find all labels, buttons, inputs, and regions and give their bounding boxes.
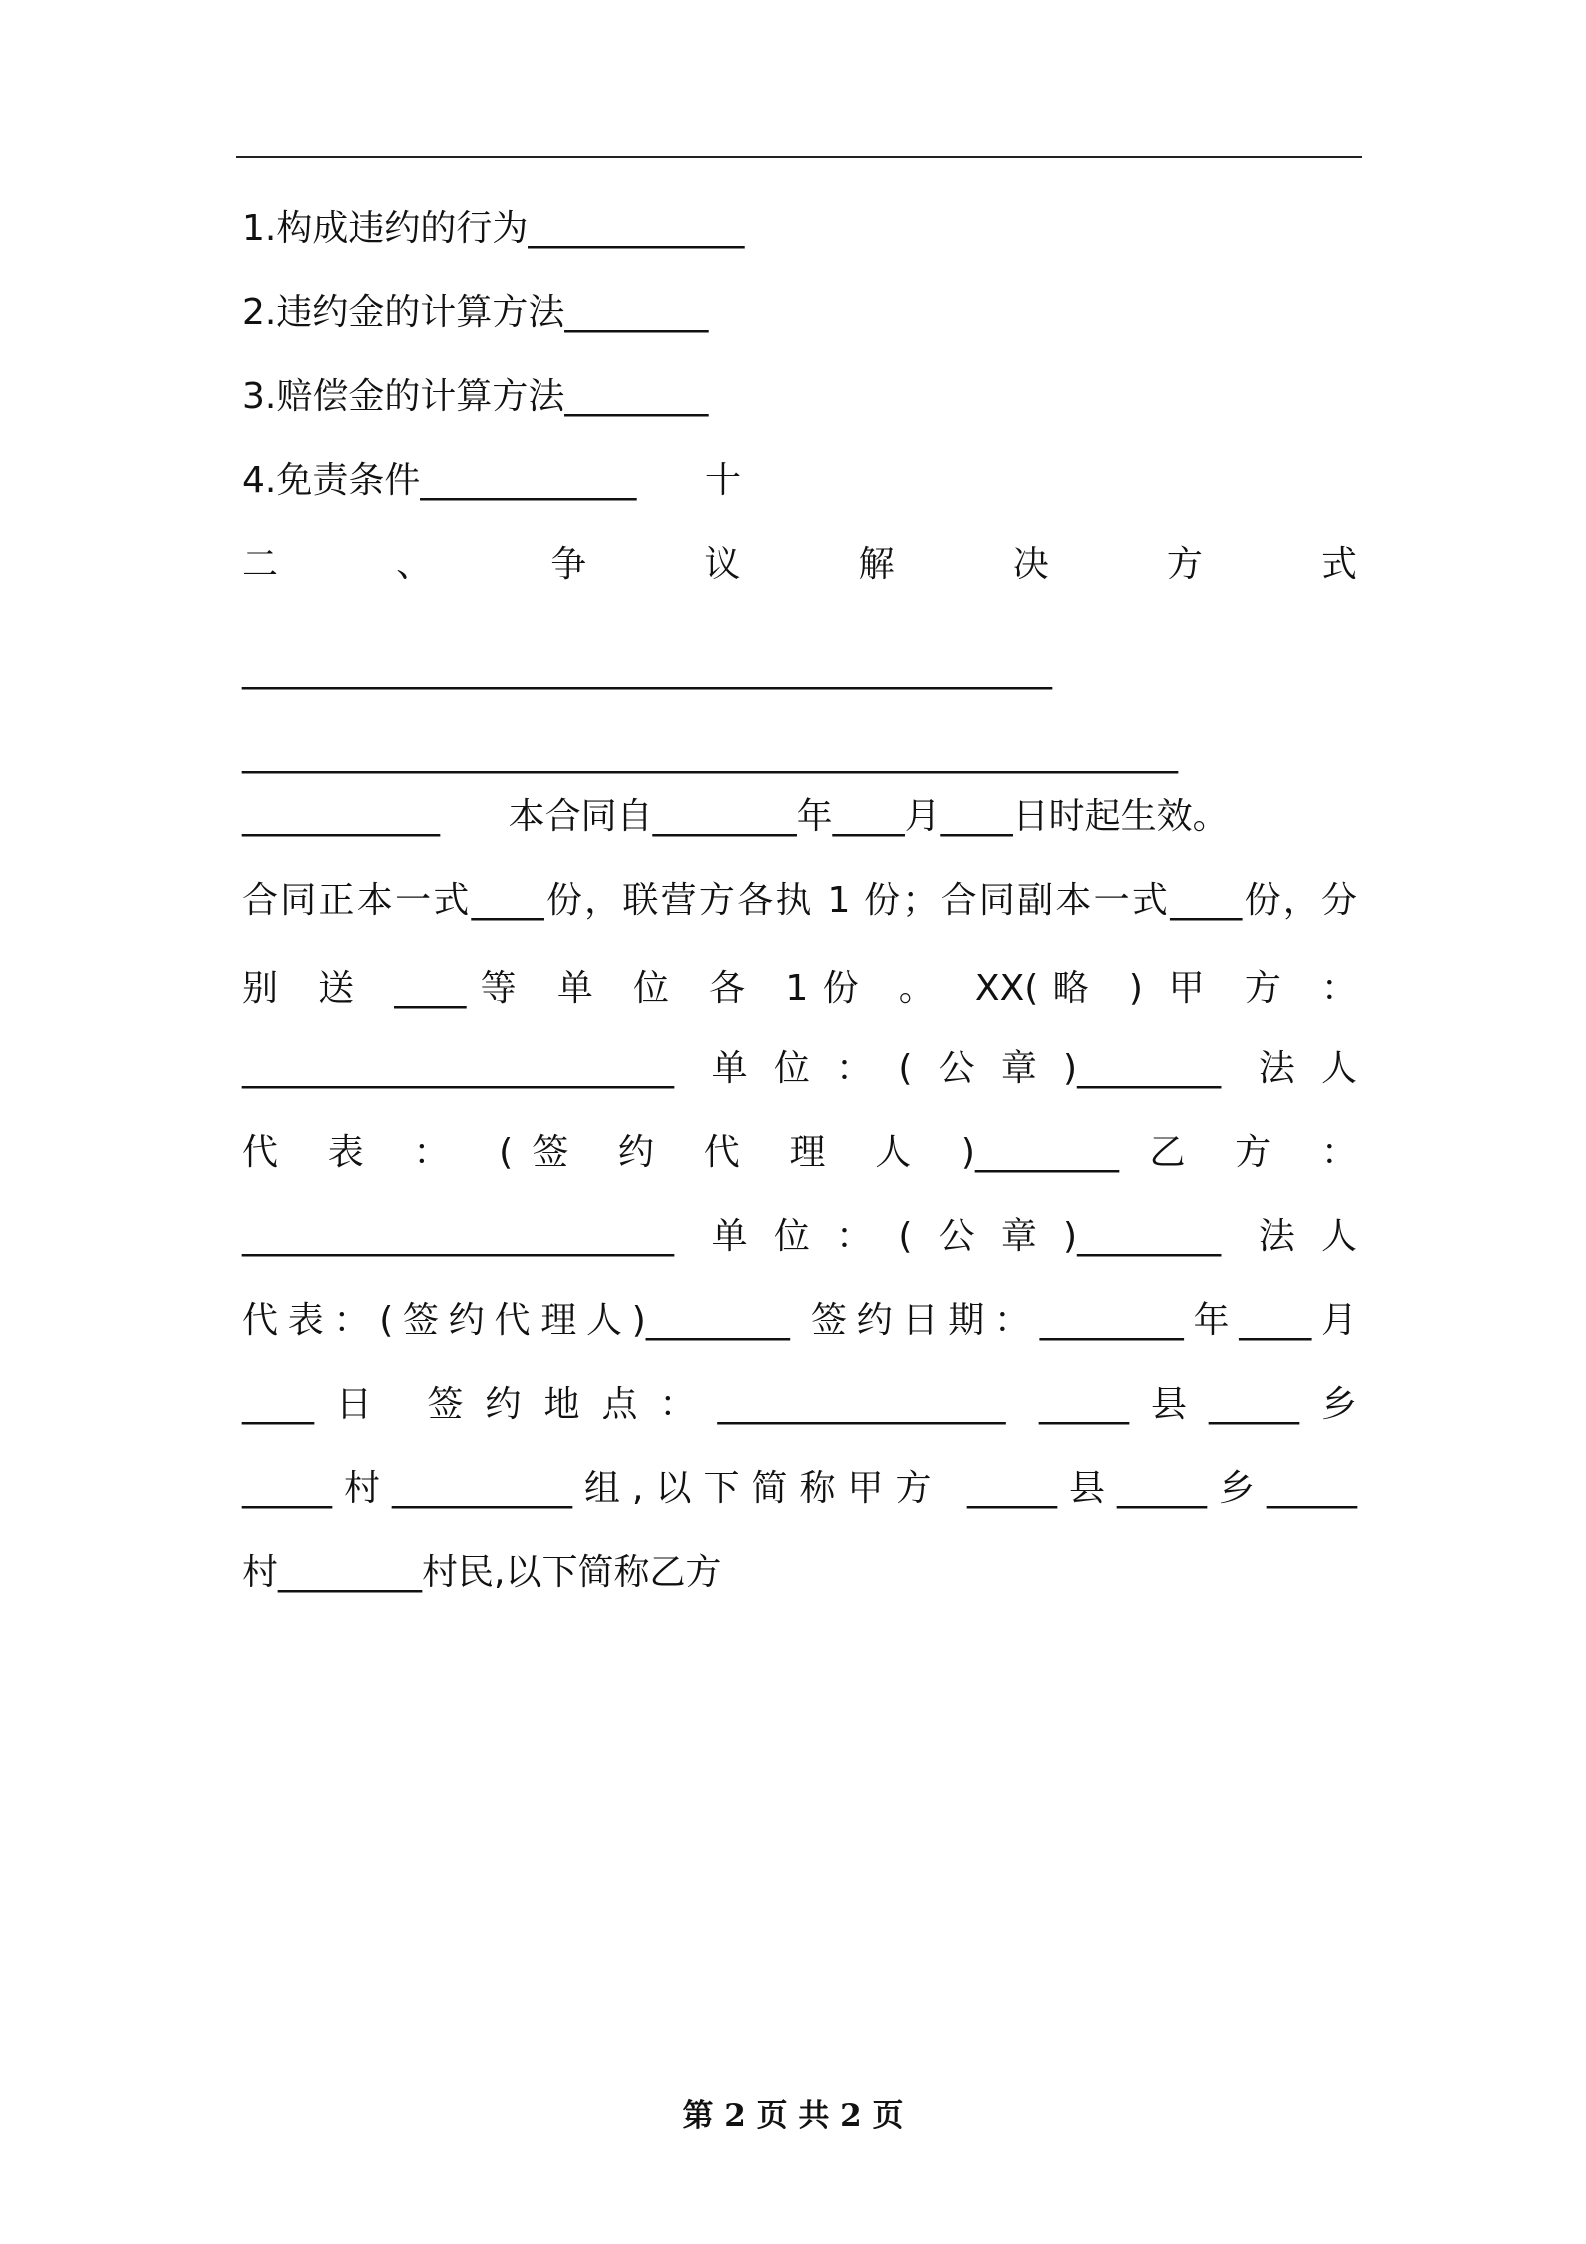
line-signing-place: ____日 签约地点：________________ _____县_____乡: [242, 1384, 1357, 1425]
line-dispute-resolution-heading: 二 、 争 议 解 决 方 式: [242, 544, 1357, 585]
page-number: 第 2 页 共 2 页: [682, 2098, 904, 2134]
line-party-b-address: 村________村民,以下简称乙方: [242, 1552, 722, 1593]
line-exemption-conditions: 4.免责条件____________ 十: [242, 460, 742, 501]
header-rule: [236, 156, 1362, 158]
line-party-b-representative-date: 代表：(签约代理人)________ 签约日期：________年____月: [242, 1300, 1357, 1341]
line-party-a-address: _____村__________组,以下简称甲方 _____县_____乡_____: [242, 1468, 1357, 1509]
line-effective-date: ___________ 本合同自________年____月____日时起生效。: [242, 796, 1229, 837]
line-blank-2: ____________________________________________________: [242, 733, 1178, 774]
line-party-b-unit: ________________________ 单位：(公章)________ 法人: [242, 1216, 1357, 1257]
line-compensation-calculation: 3.赔偿金的计算方法________: [242, 376, 709, 417]
line-party-a-unit: ________________________ 单位：(公章)________ 法人: [242, 1048, 1357, 1089]
line-blank-1: _____________________________________________: [242, 649, 1052, 690]
line-distribution-party-a: 别 送 ____等 单 位 各 1份 。 XX(略 ) 甲 方 ：: [242, 968, 1357, 1009]
line-party-a-representative: 代 表 ： (签 约 代 理 人 )________ 乙 方 ：: [242, 1132, 1357, 1173]
line-breach-behavior: 1.构成违约的行为____________: [242, 208, 745, 249]
line-penalty-calculation: 2.违约金的计算方法________: [242, 292, 709, 333]
line-copies: 合同正本一式____份，联营方各执 1 份；合同副本一式____份，分: [242, 880, 1357, 921]
